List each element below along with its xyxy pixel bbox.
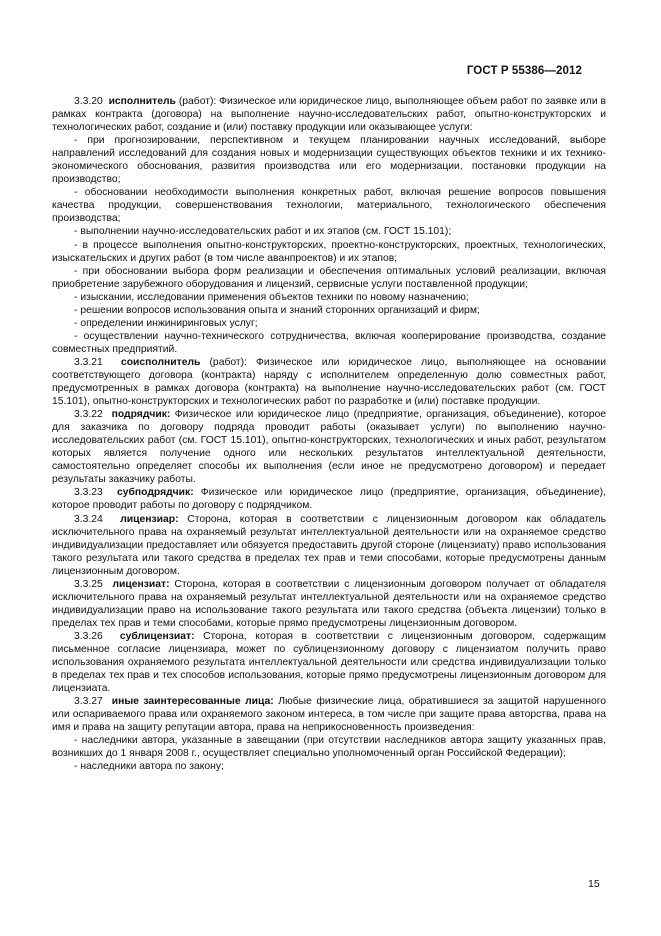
list-item: - обосновании необходимости выполнения конкретных работ, включая решение вопросов повышения качества продукции, совершенствования технологии, материального, технологического обеспечения производства;: [52, 187, 606, 225]
list-item: - выполнении научно-исследовательских работ и их этапов (см. ГОСТ 15.101);: [74, 226, 452, 238]
definition-text: Любые физические лица, обратившиеся за защитой нарушенного или оспариваемого права или охраняемого законом интереса, в том числе при защите права авторства, права на имя и права на защиту репутации автора, права на неприкосновенность произведения:: [52, 696, 607, 734]
definition-3-3-27: [52, 695, 606, 734]
defined-term: иные заинтересованные лица:: [111, 696, 274, 708]
definition-text: (работ): Физическое или юридическое лицо, выполняющее объем работ по заявке или в рамках контракта (договора) на выполнение научно-исследовательских работ, опытно-конструкторских и технологических работ, создание и (или) поставку продукции или оказывающее услуги:: [52, 96, 607, 134]
definition-3-3-20: [52, 95, 606, 134]
definition-text: Сторона, которая в соответствии с лицензионным договором получает от обладателя исключительного права на охраняемый результат интеллектуальной деятельности или на охраняемое средство индивидуализации право на использование такого результата или такого средства (объекта лицензии) только в пределах тех прав и теми способами, которые прямо предусмотрены лицензионным договором.: [52, 578, 606, 629]
page-number: 15: [588, 878, 600, 890]
definition-text: Сторона, которая в соответствии с лицензионным договором как обладатель исключительного права на охраняемый результат интеллектуальной деятельности или на охраняемое средство индивидуализации предоставляет или обязуется предоставить другой стороне (лицензиату) право использования такого результата или такого средства в пределах тех прав и теми способами, которые предусмотрены данным лицензионным договором.: [52, 513, 606, 577]
clause-number: 3.3.22: [74, 409, 103, 421]
clause-number: 3.3.25: [74, 578, 103, 590]
definition-3-3-23: [52, 486, 606, 512]
list-item: - при прогнозировании, перспективном и текущем планировании научных исследований, выборе направлений исследований для создания новых и модернизации существующих объектов техники и их технико-экономического обоснования, развития производства или его модернизации, постановки продукции на производство;: [52, 135, 606, 186]
clause-number: 3.3.26: [74, 630, 103, 642]
clause-number: 3.3.27: [74, 696, 103, 708]
definition-3-3-24: [52, 513, 606, 578]
defined-term: исполнитель: [108, 96, 176, 107]
document-header: ГОСТ Р 55386—2012: [466, 65, 582, 77]
clause-number: 3.3.23: [74, 487, 103, 499]
list-item: - наследники автора, указанные в завещании (при отсутствии наследников автора защиту указанных прав, возникших до 1 января 2008 г., осуществляет специально уполномоченный орган Российской Федерации);: [52, 735, 606, 760]
definition-text: Сторона, которая в соответствии с лицензионным договором, содержащим письменное согласие лицензиара, может по сублицензионному договору с лицензиатом получить право использования охраняемого результата интеллектуальной деятельности или средства индивидуализации только в пределах тех прав и тех способов использования, которые прямо предусмотрены лицензионным договором для лицензиата.: [52, 630, 606, 695]
definition-3-3-25: [52, 578, 606, 630]
list-item: - при обосновании выбора форм реализации и обеспечения оптимальных условий реализации, включая приобретение зарубежного оборудования и лицензий, сервисные услуги поставленной продукции;: [52, 265, 606, 290]
clause-number: 3.3.24: [74, 513, 103, 525]
defined-term: лицензиар:: [120, 513, 179, 525]
clause-number: 3.3.20: [74, 96, 103, 107]
defined-term: лицензиат:: [112, 578, 170, 590]
definition-3-3-22: [52, 408, 606, 486]
list-item: - в процессе выполнения опытно-конструкторских, проектно-конструкторских, проектных, технологических, изыскательских и других работ (в том числе аванпроектов) и их этапов;: [52, 239, 606, 264]
list-item: - осуществлении научно-технического сотрудничества, включая кооперирование производства, создание совместных предприятий.: [52, 330, 606, 355]
definition-text: Физическое или юридическое лицо (предприятие, организация, объединение), которое для заказчика по договору подряда проводит работы (оказывает услуги) по выполнению научно-исследовательских работ (см. ГОСТ 15.101), опытно-конструкторских, технологических и иных работ, результатом которых является получение одного или нескольких результатов интеллектуальной деятельности, самостоятельно определяет способы их выполнения (если иное не предусмотрено договором) и передает результаты заказчику работы.: [52, 409, 607, 486]
list-item: - решении вопросов использования опыта и знаний сторонних организаций и фирм;: [74, 304, 480, 316]
document-body: [52, 95, 606, 773]
definition-3-3-21: [52, 356, 606, 408]
defined-term: соисполнитель: [120, 356, 201, 368]
list-item: - наследники автора по закону;: [74, 761, 224, 773]
definition-text: (работ): Физическое или юридическое лицо, выполняющее на основании соответствующего договора (контракта) наряду с исполнителем определенную долю совместных работ, предусмотренных в рамках договора (контракта) на выполнение научно-исследовательских работ (см. ГОСТ 15.101), опытно-конструкторских и технологических работ по разработке и (или) поставке продукции.: [52, 356, 606, 408]
clause-number: 3.3.21: [74, 356, 103, 368]
list-item: - определении инжиниринговых услуг;: [74, 317, 258, 329]
defined-term: подрядчик:: [111, 409, 171, 421]
defined-term: субподрядчик:: [117, 487, 194, 499]
definition-3-3-26: [52, 630, 606, 695]
list-item: - изыскании, исследовании применения объектов техники по новому назначению;: [74, 291, 469, 303]
definition-text: Физическое или юридическое лицо (предприятие, организация, объединение), которое проводит работы по договору с подрядчиком.: [52, 487, 606, 512]
defined-term: сублицензиат:: [119, 630, 195, 642]
